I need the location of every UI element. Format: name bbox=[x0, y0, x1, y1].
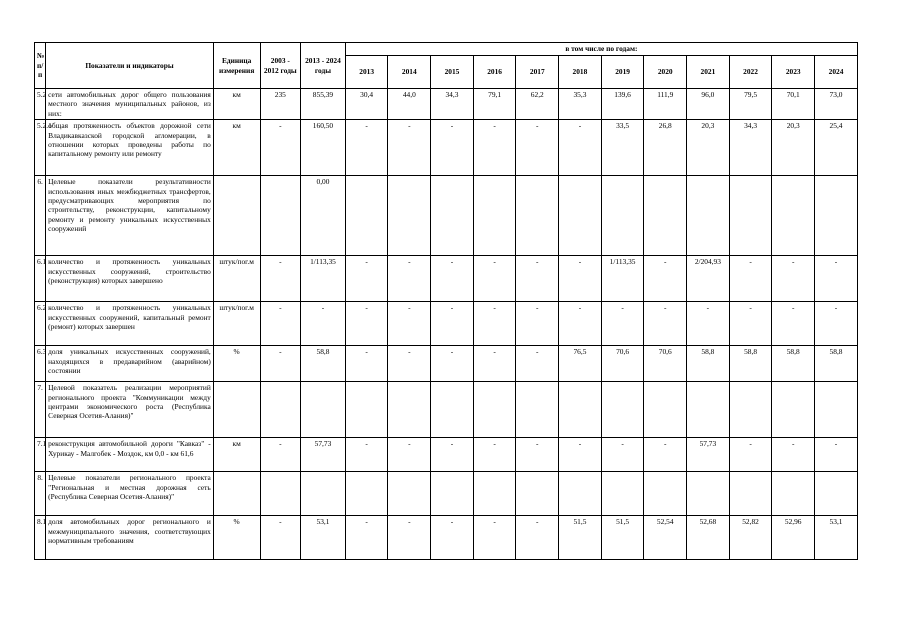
header-year-2017: 2017 bbox=[516, 56, 559, 89]
row-value-2016: - bbox=[473, 346, 516, 382]
row-value-2024: 73,0 bbox=[815, 89, 858, 120]
row-unit: % bbox=[213, 516, 260, 560]
row-value-2013 bbox=[345, 176, 388, 256]
table-row bbox=[35, 438, 858, 472]
header-by-years: в том числе по годам: bbox=[345, 43, 857, 56]
row-value-2024: - bbox=[815, 256, 858, 302]
row-value-2003-2012: - bbox=[260, 256, 301, 302]
row-value-2013-2024: 855,39 bbox=[301, 89, 346, 120]
row-value-2022 bbox=[729, 472, 772, 516]
row-value-2003-2012 bbox=[260, 176, 301, 256]
row-value-2013-2024 bbox=[301, 472, 346, 516]
row-number: 6.2 bbox=[35, 302, 46, 346]
table-row bbox=[35, 176, 858, 256]
row-value-2024: 53,1 bbox=[815, 516, 858, 560]
row-value-2013-2024: 58,8 bbox=[301, 346, 346, 382]
row-value-2013: - bbox=[345, 302, 388, 346]
row-value-2023: 52,96 bbox=[772, 516, 815, 560]
row-value-2013: - bbox=[345, 516, 388, 560]
row-value-2021: 52,68 bbox=[687, 516, 730, 560]
row-value-2021 bbox=[687, 472, 730, 516]
row-value-2013: - bbox=[345, 438, 388, 472]
row-value-2023 bbox=[772, 176, 815, 256]
header-year-2014: 2014 bbox=[388, 56, 431, 89]
row-value-2015 bbox=[431, 176, 474, 256]
table-row bbox=[35, 302, 858, 346]
row-value-2003-2012: - bbox=[260, 346, 301, 382]
row-value-2019: - bbox=[601, 302, 644, 346]
row-value-2003-2012 bbox=[260, 472, 301, 516]
row-value-2019 bbox=[601, 472, 644, 516]
row-unit: % bbox=[213, 346, 260, 382]
row-value-2013-2024: 0,00 bbox=[301, 176, 346, 256]
row-value-2023: 70,1 bbox=[772, 89, 815, 120]
row-value-2023: - bbox=[772, 438, 815, 472]
row-value-2024 bbox=[815, 176, 858, 256]
row-value-2020: 70,6 bbox=[644, 346, 687, 382]
row-value-2018: 51,5 bbox=[559, 516, 602, 560]
table-body bbox=[35, 89, 858, 560]
row-value-2003-2012: - bbox=[260, 120, 301, 176]
row-value-2021: 2/204,93 bbox=[687, 256, 730, 302]
row-value-2014 bbox=[388, 176, 431, 256]
row-value-2013-2024: - bbox=[301, 302, 346, 346]
header-year-2023: 2023 bbox=[772, 56, 815, 89]
row-value-2022 bbox=[729, 176, 772, 256]
row-value-2014: 44,0 bbox=[388, 89, 431, 120]
row-indicator: количество и протяженность уникальных искусственных сооружений, строительство (реконструкция) которых завершено bbox=[46, 256, 214, 302]
row-value-2003-2012: - bbox=[260, 302, 301, 346]
row-value-2022: - bbox=[729, 438, 772, 472]
row-value-2013-2024 bbox=[301, 382, 346, 438]
row-value-2003-2012 bbox=[260, 382, 301, 438]
row-number: 7.1 bbox=[35, 438, 46, 472]
row-value-2022: 34,3 bbox=[729, 120, 772, 176]
row-value-2024: 58,8 bbox=[815, 346, 858, 382]
table-row bbox=[35, 256, 858, 302]
row-value-2015 bbox=[431, 382, 474, 438]
row-value-2003-2012: 235 bbox=[260, 89, 301, 120]
document-sheet bbox=[34, 42, 858, 560]
row-value-2022: - bbox=[729, 302, 772, 346]
header-year-2024: 2024 bbox=[815, 56, 858, 89]
row-indicator: доля автомобильных дорог регионального и межмуниципального значения, соответствующих нормативным требованиям bbox=[46, 516, 214, 560]
row-value-2013 bbox=[345, 472, 388, 516]
row-value-2017: - bbox=[516, 516, 559, 560]
row-value-2018: - bbox=[559, 256, 602, 302]
row-unit: км bbox=[213, 89, 260, 120]
row-value-2016: - bbox=[473, 516, 516, 560]
row-indicator: количество и протяженность уникальных искусственных сооружений, капитальный ремонт (ремонт) которых завершен bbox=[46, 302, 214, 346]
row-value-2023: - bbox=[772, 302, 815, 346]
row-value-2024 bbox=[815, 382, 858, 438]
row-value-2017: - bbox=[516, 302, 559, 346]
row-value-2023: - bbox=[772, 256, 815, 302]
row-value-2019: 139,6 bbox=[601, 89, 644, 120]
row-value-2018 bbox=[559, 176, 602, 256]
row-value-2013: - bbox=[345, 256, 388, 302]
table-row bbox=[35, 516, 858, 560]
row-number: 7. bbox=[35, 382, 46, 438]
row-value-2022: 58,8 bbox=[729, 346, 772, 382]
row-value-2017: - bbox=[516, 346, 559, 382]
row-value-2019: 70,6 bbox=[601, 346, 644, 382]
row-value-2021 bbox=[687, 382, 730, 438]
row-value-2015 bbox=[431, 472, 474, 516]
row-unit: км bbox=[213, 438, 260, 472]
row-number: 5.2 bbox=[35, 89, 46, 120]
row-value-2021: - bbox=[687, 302, 730, 346]
row-value-2022: - bbox=[729, 256, 772, 302]
row-value-2020: - bbox=[644, 438, 687, 472]
row-unit bbox=[213, 472, 260, 516]
header-year-2016: 2016 bbox=[473, 56, 516, 89]
header-year-2015: 2015 bbox=[431, 56, 474, 89]
header-year-2020: 2020 bbox=[644, 56, 687, 89]
row-value-2018: - bbox=[559, 120, 602, 176]
row-value-2018: 35,3 bbox=[559, 89, 602, 120]
row-value-2021: 58,8 bbox=[687, 346, 730, 382]
row-value-2017 bbox=[516, 472, 559, 516]
row-value-2016: - bbox=[473, 256, 516, 302]
row-value-2022: 79,5 bbox=[729, 89, 772, 120]
row-value-2021: 20,3 bbox=[687, 120, 730, 176]
row-unit: штук/пог.м bbox=[213, 302, 260, 346]
row-value-2015: - bbox=[431, 302, 474, 346]
row-value-2019: - bbox=[601, 438, 644, 472]
row-value-2014: - bbox=[388, 256, 431, 302]
row-value-2016 bbox=[473, 176, 516, 256]
row-value-2015: - bbox=[431, 346, 474, 382]
row-value-2016: - bbox=[473, 120, 516, 176]
row-value-2017 bbox=[516, 176, 559, 256]
row-value-2014: - bbox=[388, 302, 431, 346]
row-value-2020 bbox=[644, 382, 687, 438]
row-value-2019: 33,5 bbox=[601, 120, 644, 176]
row-value-2015: - bbox=[431, 438, 474, 472]
row-number: 8. bbox=[35, 472, 46, 516]
row-value-2013-2024: 160,50 bbox=[301, 120, 346, 176]
row-value-2020: 52,54 bbox=[644, 516, 687, 560]
row-value-2019 bbox=[601, 382, 644, 438]
row-number: 6. bbox=[35, 176, 46, 256]
table-row bbox=[35, 120, 858, 176]
header-number: № п/п bbox=[35, 43, 46, 89]
row-value-2018 bbox=[559, 382, 602, 438]
row-value-2020: 111,9 bbox=[644, 89, 687, 120]
row-value-2020: - bbox=[644, 302, 687, 346]
table-row bbox=[35, 382, 858, 438]
row-value-2021: 57,73 bbox=[687, 438, 730, 472]
row-number: 5.2.1 bbox=[35, 120, 46, 176]
row-value-2013: - bbox=[345, 346, 388, 382]
row-value-2024 bbox=[815, 472, 858, 516]
row-value-2015: - bbox=[431, 256, 474, 302]
row-value-2018: - bbox=[559, 438, 602, 472]
row-value-2016: 79,1 bbox=[473, 89, 516, 120]
row-value-2017: - bbox=[516, 120, 559, 176]
row-value-2021: 96,0 bbox=[687, 89, 730, 120]
header-year-2019: 2019 bbox=[601, 56, 644, 89]
row-value-2018: - bbox=[559, 302, 602, 346]
header-year-2021: 2021 bbox=[687, 56, 730, 89]
row-value-2015: - bbox=[431, 516, 474, 560]
row-value-2013-2024: 57,73 bbox=[301, 438, 346, 472]
row-unit: км bbox=[213, 120, 260, 176]
row-value-2013-2024: 1/113,35 bbox=[301, 256, 346, 302]
row-value-2024: - bbox=[815, 302, 858, 346]
row-value-2019: 1/113,35 bbox=[601, 256, 644, 302]
row-value-2020: 26,8 bbox=[644, 120, 687, 176]
row-value-2014 bbox=[388, 472, 431, 516]
header-year-2022: 2022 bbox=[729, 56, 772, 89]
header-2003-2012: 2003 - 2012 годы bbox=[260, 43, 301, 89]
row-value-2022 bbox=[729, 382, 772, 438]
row-value-2018 bbox=[559, 472, 602, 516]
row-value-2003-2012: - bbox=[260, 516, 301, 560]
row-value-2003-2012: - bbox=[260, 438, 301, 472]
row-value-2013: 30,4 bbox=[345, 89, 388, 120]
row-number: 8.1 bbox=[35, 516, 46, 560]
row-number: 6.1 bbox=[35, 256, 46, 302]
row-indicator: Целевые показатели результативности использования иных межбюджетных трансфертов, предусматривающих мероприятия по строительству, реконструкции, капитальному ремонту и ремонту уникальных искусственных сооружений bbox=[46, 176, 214, 256]
row-value-2019: 51,5 bbox=[601, 516, 644, 560]
row-unit bbox=[213, 176, 260, 256]
row-value-2018: 76,5 bbox=[559, 346, 602, 382]
row-value-2015: - bbox=[431, 120, 474, 176]
row-number: 6.3 bbox=[35, 346, 46, 382]
row-value-2016: - bbox=[473, 302, 516, 346]
header-year-2013: 2013 bbox=[345, 56, 388, 89]
row-indicator: Целевой показатель реализации мероприятий регионального проекта "Коммуникации между центрами экономического роста (Республика Северная Осетия-Алания)" bbox=[46, 382, 214, 438]
row-value-2016: - bbox=[473, 438, 516, 472]
row-value-2017: - bbox=[516, 256, 559, 302]
header-2013-2024: 2013 - 2024 годы bbox=[301, 43, 346, 89]
table-row bbox=[35, 89, 858, 120]
row-value-2020: - bbox=[644, 256, 687, 302]
row-value-2014: - bbox=[388, 438, 431, 472]
row-value-2021 bbox=[687, 176, 730, 256]
row-indicator: общая протяженность объектов дорожной сети Владикавказской городской агломерации, в отношении которых проведены работы по капитальному ремонту или ремонту bbox=[46, 120, 214, 176]
row-value-2017 bbox=[516, 382, 559, 438]
row-indicator: реконструкция автомобильной дороги "Кавказ" - Хурикау - Малгобек - Моздок, км 0,0 - км 61,6 bbox=[46, 438, 214, 472]
row-value-2013: - bbox=[345, 120, 388, 176]
row-value-2020 bbox=[644, 176, 687, 256]
header-unit: Единица измерения bbox=[213, 43, 260, 89]
table-row bbox=[35, 346, 858, 382]
row-value-2023: 20,3 bbox=[772, 120, 815, 176]
row-value-2016 bbox=[473, 382, 516, 438]
row-unit bbox=[213, 382, 260, 438]
row-value-2024: - bbox=[815, 438, 858, 472]
row-value-2019 bbox=[601, 176, 644, 256]
row-value-2014 bbox=[388, 382, 431, 438]
table-row bbox=[35, 472, 858, 516]
row-indicator: Целевые показатели регионального проекта "Региональная и местная дорожная сеть (Республика Северная Осетия-Алания)" bbox=[46, 472, 214, 516]
row-value-2023: 58,8 bbox=[772, 346, 815, 382]
row-value-2013 bbox=[345, 382, 388, 438]
row-value-2014: - bbox=[388, 516, 431, 560]
header-year-2018: 2018 bbox=[559, 56, 602, 89]
row-value-2015: 34,3 bbox=[431, 89, 474, 120]
row-unit: штук/пог.м bbox=[213, 256, 260, 302]
row-value-2016 bbox=[473, 472, 516, 516]
row-value-2013-2024: 53,1 bbox=[301, 516, 346, 560]
row-value-2024: 25,4 bbox=[815, 120, 858, 176]
row-value-2022: 52,82 bbox=[729, 516, 772, 560]
row-value-2017: 62,2 bbox=[516, 89, 559, 120]
row-value-2014: - bbox=[388, 346, 431, 382]
row-value-2017: - bbox=[516, 438, 559, 472]
row-value-2014: - bbox=[388, 120, 431, 176]
indicators-table bbox=[34, 42, 858, 560]
row-indicator: доля уникальных искусственных сооружений, находящихся в предаварийном (аварийном) состоянии bbox=[46, 346, 214, 382]
row-indicator: сети автомобильных дорог общего пользования местного значения муниципальных районов, из них: bbox=[46, 89, 214, 120]
row-value-2023 bbox=[772, 382, 815, 438]
row-value-2023 bbox=[772, 472, 815, 516]
header-indicator: Показатели и индикаторы bbox=[46, 43, 214, 89]
row-value-2020 bbox=[644, 472, 687, 516]
